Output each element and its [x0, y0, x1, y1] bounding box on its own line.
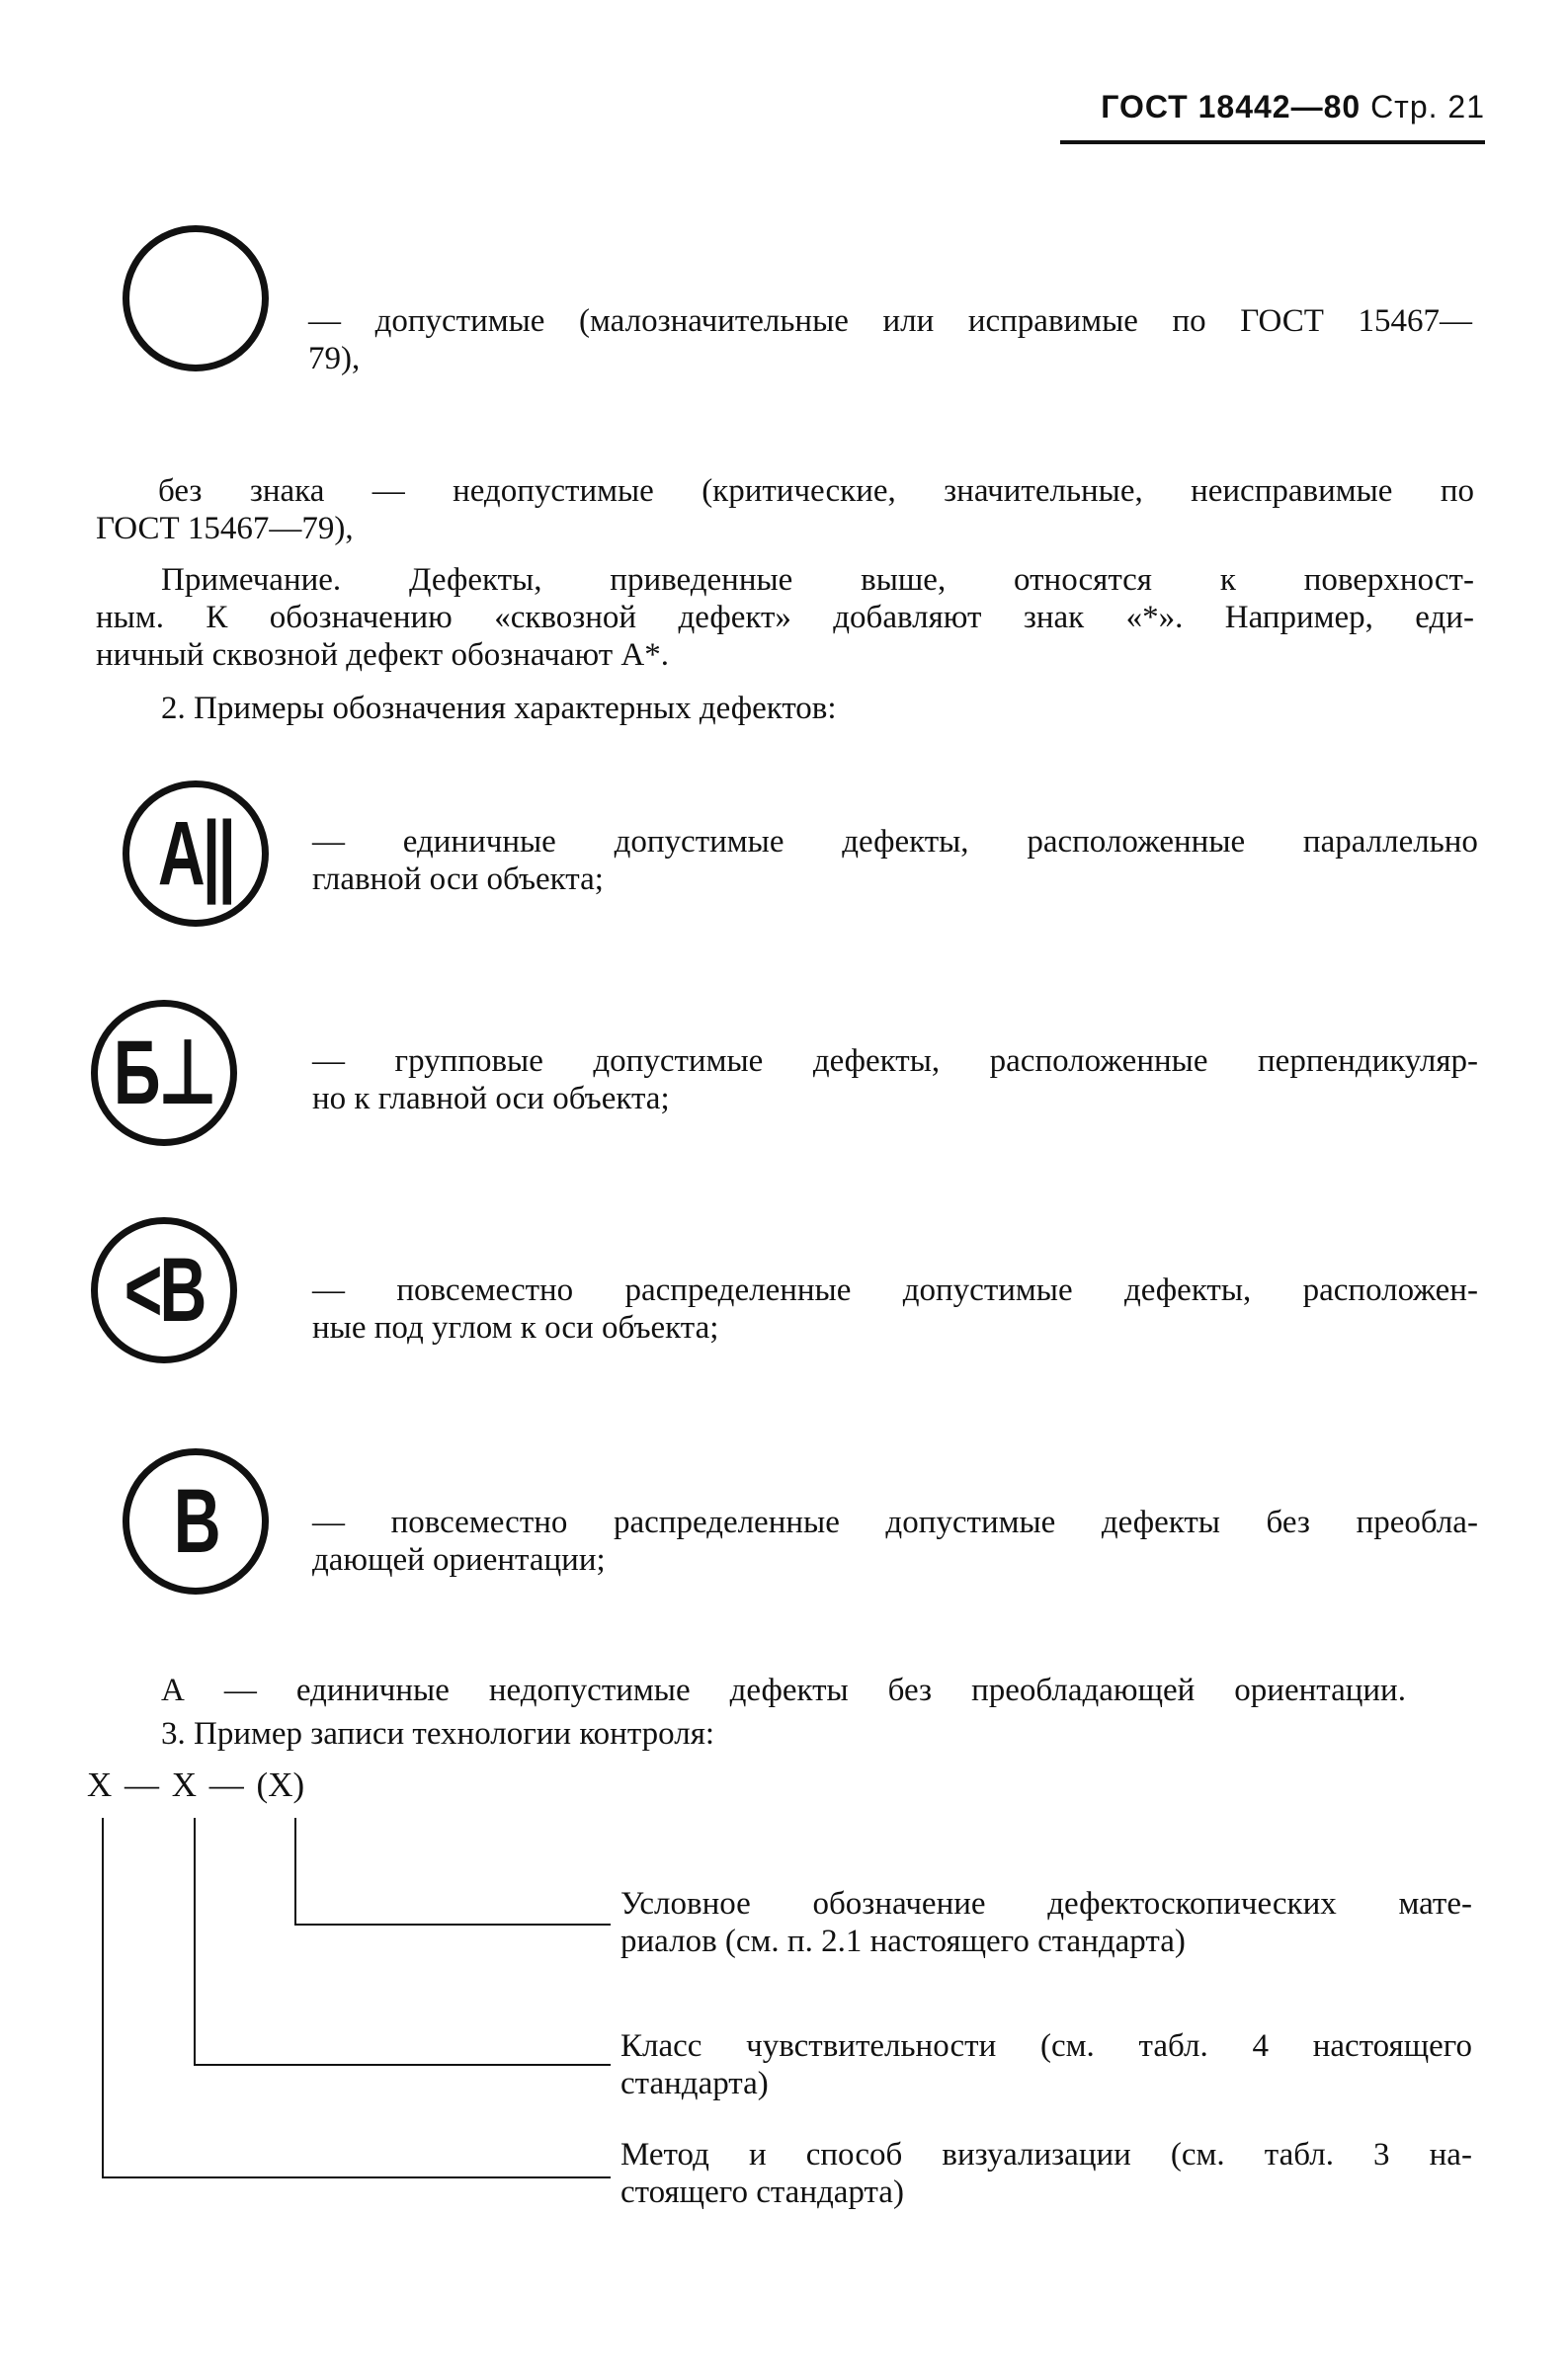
distributed-no-orientation-defect-symbol-label: В — [173, 1471, 218, 1572]
page-number: Стр. 21 — [1370, 89, 1485, 124]
distributed-no-orientation-defect-symbol — [123, 1448, 269, 1595]
distributed-angled-defect-symbol — [91, 1217, 237, 1363]
method-bracket-horizontal — [102, 2176, 611, 2178]
materials-bracket-vertical — [294, 1818, 296, 1925]
example-3-description — [312, 1272, 1478, 1347]
distributed-angled-defect-symbol-label: <В — [124, 1240, 205, 1341]
section-2-title: 2. Примеры обозначения характерных дефектов: — [161, 691, 837, 726]
example-2-line-1: — групповые допустимые дефекты, расположенные перпендикуляр- — [312, 1043, 1478, 1079]
method-bracket-vertical — [102, 1818, 104, 2177]
section-3-title: 3. Пример записи технологии контроля: — [161, 1716, 715, 1752]
page-header — [1101, 89, 1485, 125]
materials-label-line-2: риалов (см. п. 2.1 настоящего стандарта) — [620, 1924, 1186, 1959]
empty-circle-symbol — [123, 225, 269, 371]
visualization-method-label-line-1: Метод и способ визуализации (см. табл. 3 на- — [620, 2137, 1472, 2173]
visualization-method-label — [620, 2136, 1472, 2211]
circle-description-line-2: 79), — [308, 341, 361, 376]
no-sign-line-1: без знака — недопустимые (критические, значительные, неисправимые по — [158, 473, 1474, 509]
example-3-line-1: — повсеместно распределенные допустимые дефекты, расположен- — [312, 1272, 1478, 1308]
group-perpendicular-defect-symbol — [91, 1000, 237, 1146]
note-paragraph — [96, 561, 1474, 674]
sensitivity-class-label-line-2: стандарта) — [620, 2066, 769, 2101]
example-1-line-1: — единичные допустимые дефекты, расположенные параллельно — [312, 824, 1478, 860]
example-4-line-2: дающей ориентации; — [312, 1542, 606, 1578]
visualization-method-label-line-2: стоящего стандарта) — [620, 2175, 904, 2210]
sensitivity-class-label-line-1: Класс чувствительности (см. табл. 4 настоящего — [620, 2028, 1472, 2064]
materials-label — [620, 1885, 1472, 1960]
example-2-description — [312, 1042, 1478, 1117]
materials-bracket-horizontal — [294, 1924, 611, 1926]
example-4-description — [312, 1504, 1478, 1579]
standard-number: ГОСТ 18442—80 — [1101, 89, 1362, 124]
materials-label-line-1: Условное обозначение дефектоскопических мате- — [620, 1886, 1472, 1922]
note-line-3: ничный сквозной дефект обозначают А*. — [96, 637, 669, 673]
circle-description-line-1: — допустимые (малозначительные или исправимые по ГОСТ 15467— — [308, 303, 1472, 339]
no-sign-paragraph — [96, 472, 1474, 547]
example-2-line-2: но к главной оси объекта; — [312, 1081, 670, 1116]
a-defect-line: А — единичные недопустимые дефекты без преобладающей ориентации. — [161, 1673, 1406, 1708]
example-1-line-2: главной оси объекта; — [312, 862, 604, 897]
example-1-description — [312, 823, 1478, 898]
header-rule — [1060, 140, 1485, 144]
single-parallel-defect-symbol — [123, 780, 269, 927]
single-parallel-defect-symbol-label: А|| — [157, 803, 234, 904]
a-defect-paragraph — [161, 1672, 1406, 1709]
circle-description — [308, 302, 1472, 377]
note-line-2: ным. К обозначению «сквозной дефект» добавляют знак «*». Например, еди- — [96, 600, 1474, 635]
example-3-line-2: ные под углом к оси объекта; — [312, 1310, 719, 1346]
note-line-1: Примечание. Дефекты, приведенные выше, относятся к поверхност- — [161, 562, 1474, 598]
class-bracket-horizontal — [194, 2064, 611, 2066]
group-perpendicular-defect-symbol-label: Б⊥ — [113, 1023, 215, 1123]
example-4-line-1: — повсеместно распределенные допустимые дефекты без преобла- — [312, 1505, 1478, 1540]
sensitivity-class-label — [620, 2027, 1472, 2102]
control-formula: Х — Х — (Х) — [87, 1765, 305, 1804]
no-sign-line-2: ГОСТ 15467—79), — [96, 511, 354, 546]
class-bracket-vertical — [194, 1818, 196, 2065]
